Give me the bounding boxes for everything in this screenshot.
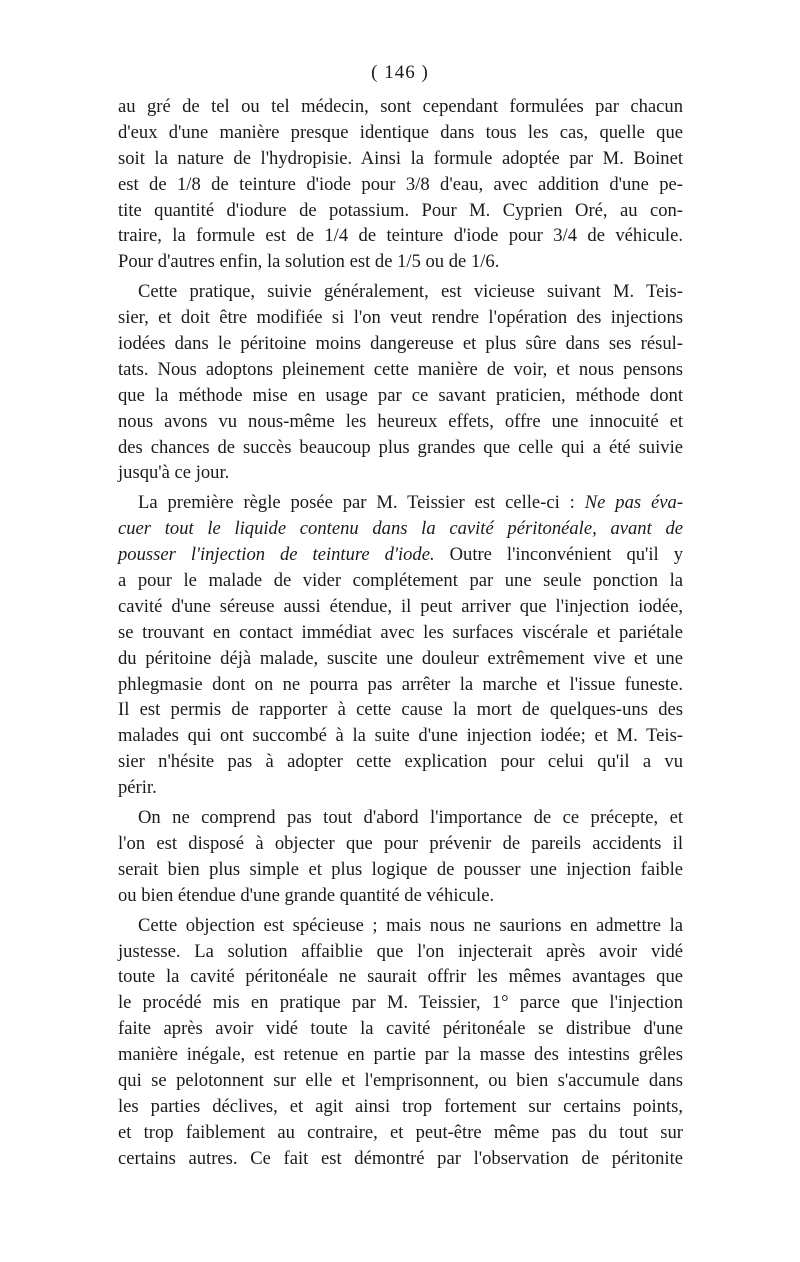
text-line: nous avons vu nous-même les heureux effets, offre une innocuité et <box>118 410 683 432</box>
text-line: l'on est disposé à objecter que pour prévenir de pareils accidents il <box>118 832 683 854</box>
text-line: phlegmasie dont on ne pourra pas arrêter la marche et l'issue funeste. <box>118 673 683 695</box>
text-line: cavité d'une séreuse aussi étendue, il peut arriver que l'injection iodée, <box>118 595 683 617</box>
text-line: serait bien plus simple et plus logique de pousser une injection faible <box>118 858 683 880</box>
text-line <box>118 490 683 516</box>
text-line: et trop faiblement au contraire, et peut-être même pas du tout sur <box>118 1121 683 1143</box>
text-line <box>118 516 683 542</box>
text-line: Il est permis de rapporter à cette cause la mort de quelques-uns des <box>118 699 683 721</box>
text-span: La première règle posée par M. Teissier est celle-ci : <box>138 492 585 514</box>
text-line: d'eux d'une manière presque identique dans tous les cas, quelle que <box>118 121 683 143</box>
text-line <box>118 542 683 568</box>
text-line: les parties déclives, et agit ainsi trop fortement sur certains points, <box>118 1095 683 1117</box>
text-line: a pour le malade de vider complétement par une seule ponction la <box>118 570 683 592</box>
text-line: que la méthode mise en usage par ce savant praticien, méthode dont <box>118 384 683 406</box>
paragraph-3 <box>118 490 683 801</box>
text-line: manière inégale, est retenue en partie par la masse des intestins grêles <box>118 1044 683 1066</box>
text-line: On ne comprend pas tout d'abord l'importance de ce précepte, et <box>138 807 683 829</box>
text-line: justesse. La solution affaiblie que l'on injecterait après avoir vidé <box>118 940 683 962</box>
text-line: traire, la formule est de 1/4 de teinture d'iode pour 3/4 de véhicule. <box>118 225 683 247</box>
text-line: périr. <box>118 777 157 799</box>
text-line: Pour d'autres enfin, la solution est de 1/5 ou de 1/6. <box>118 251 500 273</box>
text-line: tite quantité d'iodure de potassium. Pour M. Cyprien Oré, au con- <box>118 199 683 221</box>
text-line: se trouvant en contact immédiat avec les surfaces viscérale et pariétale <box>118 621 683 643</box>
text-line: jusqu'à ce jour. <box>118 462 230 484</box>
text-line: ou bien étendue d'une grande quantité de véhicule. <box>118 884 495 906</box>
text-line: certains autres. Ce fait est démontré par l'observation de péritonite <box>118 1147 683 1169</box>
paragraph-5 <box>118 913 683 1172</box>
text-line: est de 1/8 de teinture d'iode pour 3/8 d'eau, avec addition d'une pe- <box>118 173 683 195</box>
text-line: du péritoine déjà malade, suscite une douleur extrêmement vive et une <box>118 647 683 669</box>
paragraph-1 <box>118 94 683 275</box>
page-number: ( 146 ) <box>371 62 429 83</box>
text-line: toute la cavité péritonéale ne saurait offrir les mêmes avantages que <box>118 966 683 988</box>
text-line: Cette pratique, suivie généralement, est vicieuse suivant M. Teis- <box>138 281 683 303</box>
paragraph-2 <box>118 279 683 486</box>
text-line: qui se pelotonnent sur elle et l'emprisonnent, ou bien s'accumule dans <box>118 1069 683 1091</box>
text-line: iodées dans le péritoine moins dangereuse et plus sûre dans ses résul- <box>118 333 683 355</box>
text-line: malades qui ont succombé à la suite d'une injection iodée; et M. Teis- <box>118 725 683 747</box>
text-line: le procédé mis en pratique par M. Teissier, 1° parce que l'injection <box>118 992 683 1014</box>
text-span: Outre l'inconvénient qu'il y <box>434 544 683 566</box>
text-line: faite après avoir vidé toute la cavité péritonéale se distribue d'une <box>118 1018 683 1040</box>
text-line: sier n'hésite pas à adopter cette explication pour celui qu'il a vu <box>118 751 683 773</box>
text-line: soit la nature de l'hydropisie. Ainsi la formule adoptée par M. Boinet <box>118 147 683 169</box>
italic-span: cuer tout le liquide contenu dans la cavité péritonéale, avant de <box>118 518 683 540</box>
text-line: Cette objection est spécieuse ; mais nous ne saurions en admettre la <box>138 914 683 936</box>
text-line: sier, et doit être modifiée si l'on veut rendre l'opération des injections <box>118 307 683 329</box>
italic-span: pousser l'injection de teinture d'iode. <box>118 544 435 566</box>
text-line: au gré de tel ou tel médecin, sont cependant formulées par chacun <box>118 96 683 117</box>
text-line: tats. Nous adoptons pleinement cette manière de voir, et nous pensons <box>118 358 683 380</box>
text-line: des chances de succès beaucoup plus grandes que celle qui a été suivie <box>118 436 683 458</box>
body-text <box>118 94 683 1172</box>
italic-span: Ne pas éva- <box>584 492 684 514</box>
paragraph-4 <box>118 805 683 909</box>
